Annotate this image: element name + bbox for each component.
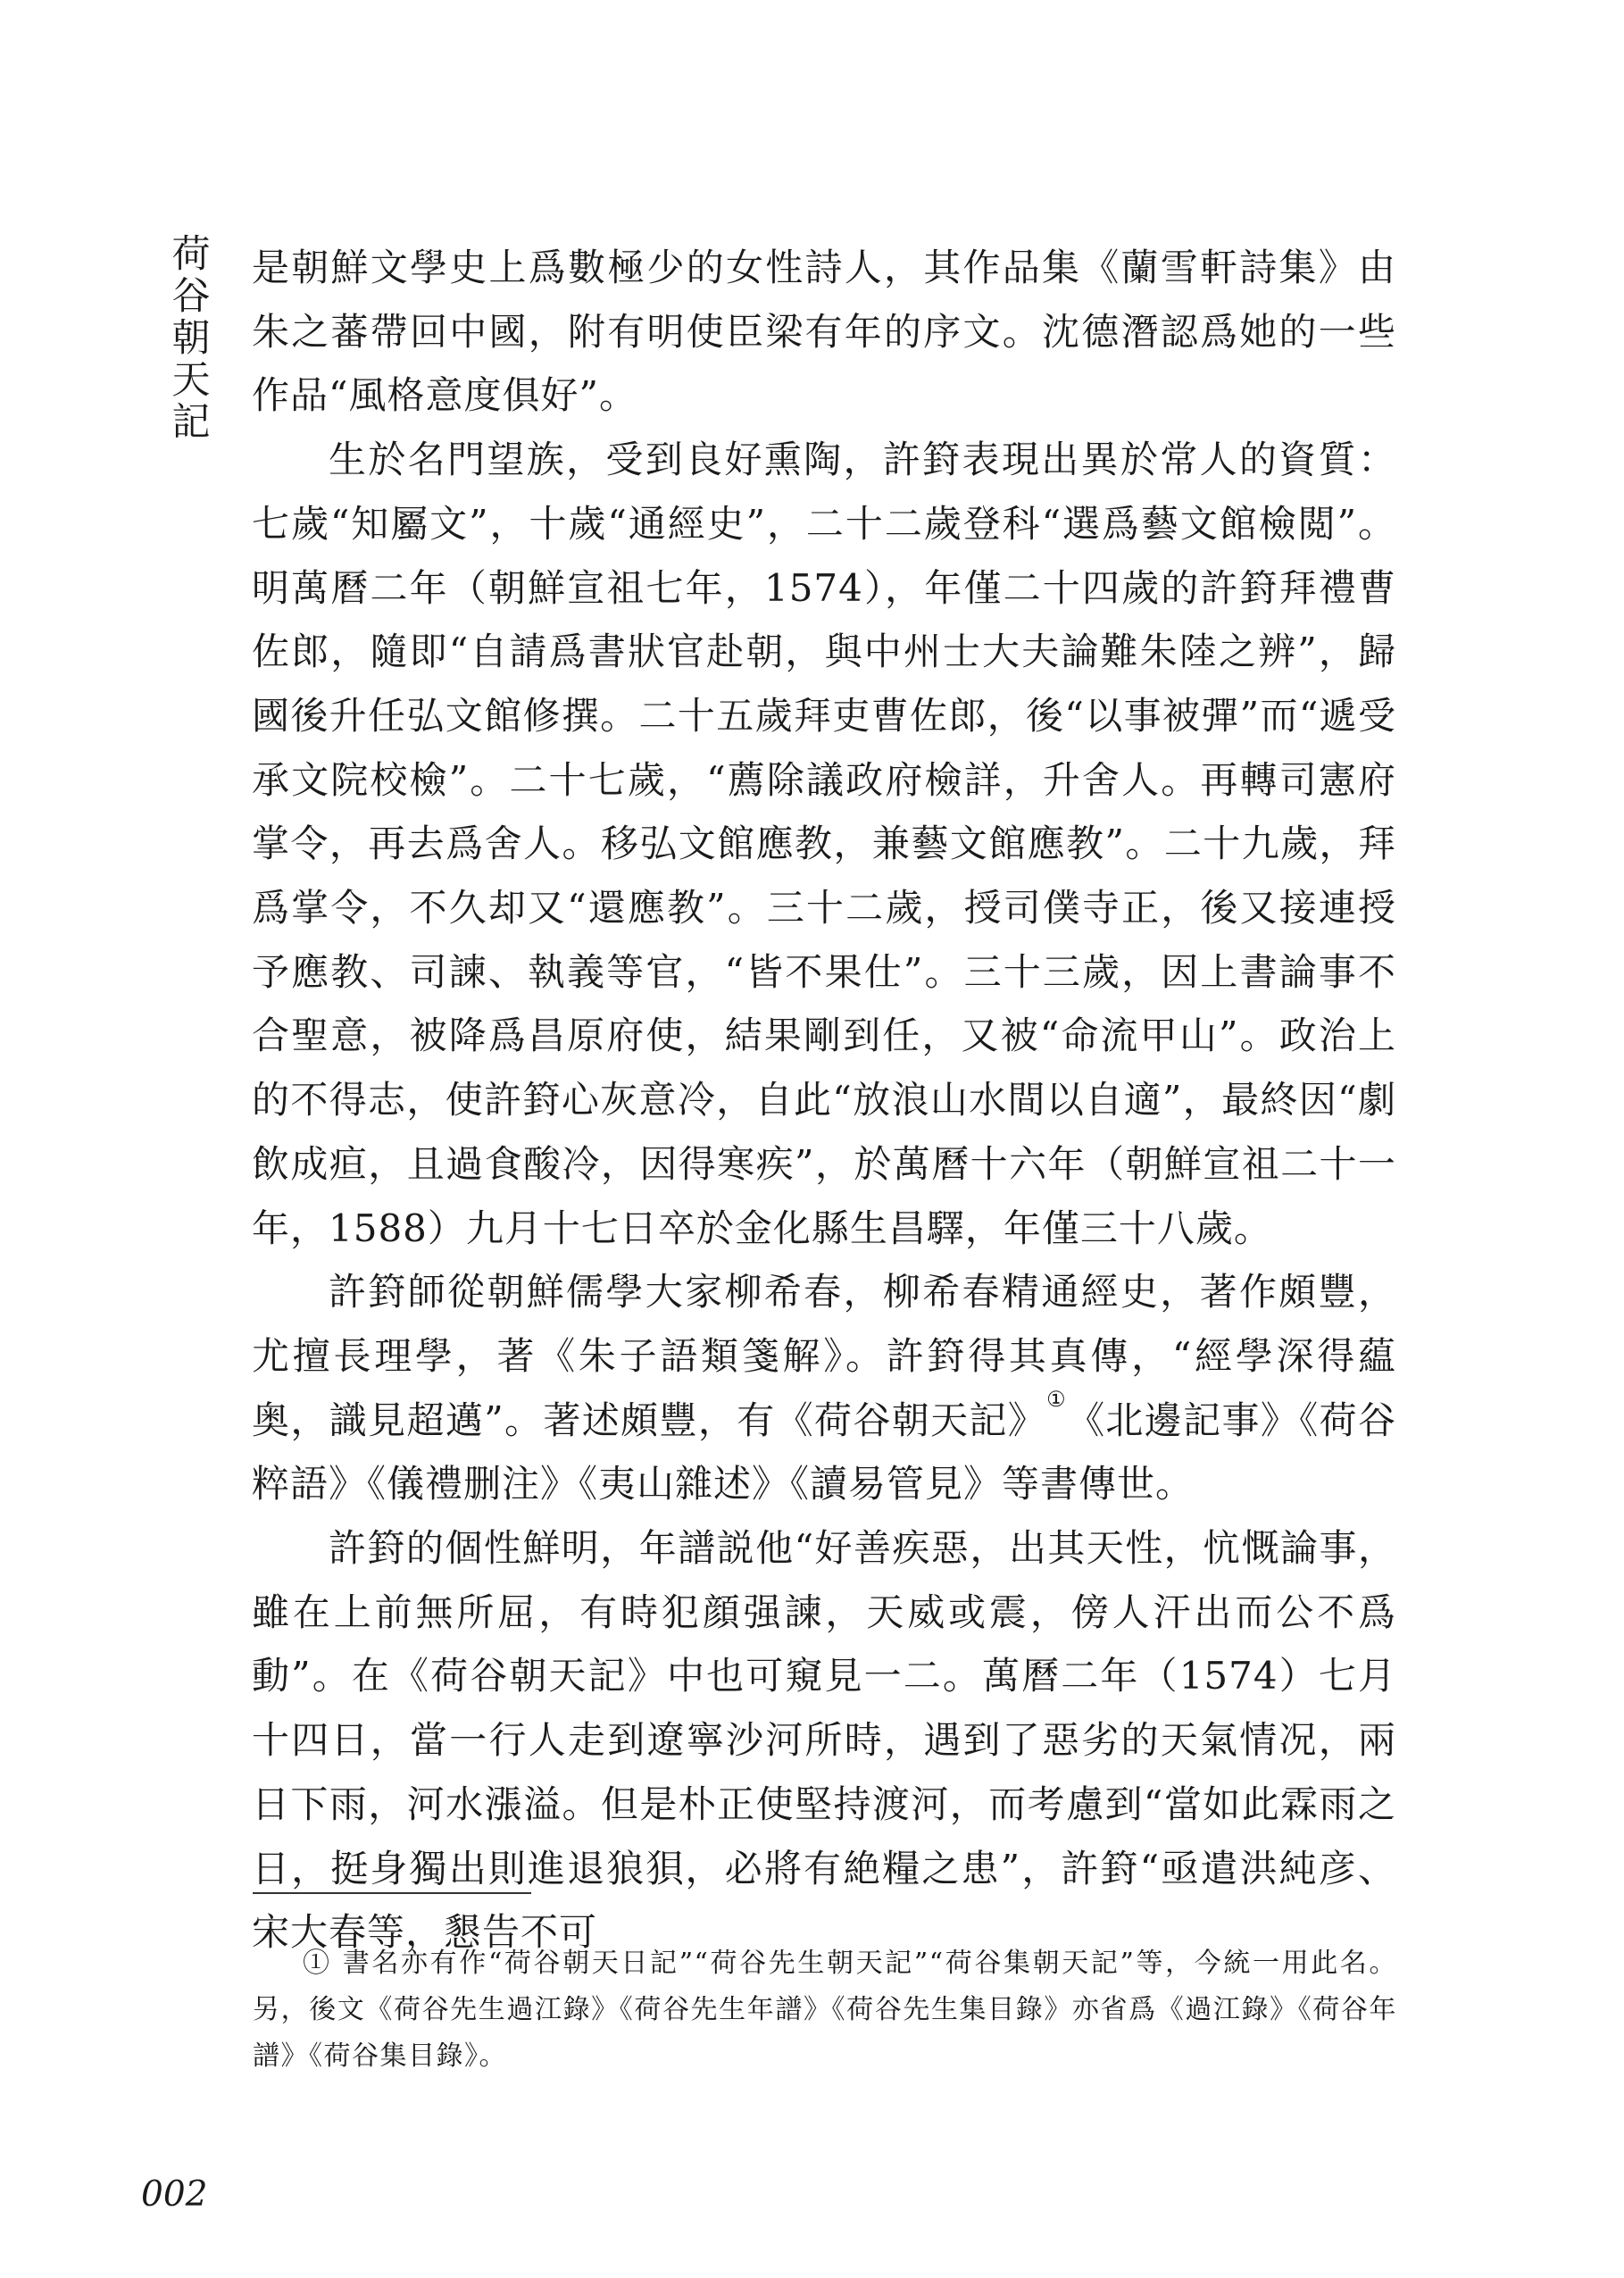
footnote-1: ① 書名亦有作“荷谷朝天日記”“荷谷先生朝天記”“荷谷集朝天記”等，今統一用此名。另，後文《荷谷先生過江錄》《荷谷先生年譜》《荷谷先生集目錄》亦省爲《過江錄》《荷谷年譜》《荷谷集目錄》。 bbox=[253, 1948, 1397, 2072]
paragraph-3 bbox=[252, 1260, 1396, 1516]
page-number: 002 bbox=[141, 2174, 208, 2215]
footnotes bbox=[253, 1940, 1397, 2080]
footnote-marker: ① bbox=[1046, 1386, 1068, 1412]
paragraph-1: 是朝鮮文學史上爲數極少的女性詩人，其作品集《蘭雪軒詩集》由朱之蕃帶回中國，附有明使臣梁有年的序文。沈德潛認爲她的一些作品“風格意度俱好”。 bbox=[252, 246, 1396, 418]
paragraph-3-text-a: 許篈師從朝鮮儒學大家柳希春，柳希春精通經史，著作頗豐，尤擅長理學，著《朱子語類箋解》。許篈得其真傳，“經學深得藴奥，識見超邁”。著述頗豐，有《荷谷朝天記》 bbox=[252, 1270, 1396, 1442]
paragraph-4: 許篈的個性鮮明，年譜説他“好善疾惡，出其天性，忼慨論事，雖在上前無所屈，有時犯顔强諫，天威或震，傍人汗出而公不爲動”。在《荷谷朝天記》中也可窺見一二。萬曆二年（1574）七月十四日，當一行人走到遼寧沙河所時，遇到了惡劣的天氣情况，兩日下雨，河水漲溢。但是朴正使堅持渡河，而考慮到“當如此霖雨之日，挺身獨出則進退狼狽，必將有絶糧之患”，許篈“亟遣洪純彦、宋大春等，懇告不可 bbox=[252, 1526, 1396, 1955]
footnote-divider bbox=[253, 1892, 531, 1894]
paragraph-3-text-b: 《北邊記事》《荷谷粹語》《儀禮删注》《夷山雜述》《讀易管見》等書傳世。 bbox=[252, 1398, 1396, 1506]
main-text bbox=[252, 236, 1396, 1965]
paragraph-2: 生於名門望族，受到良好熏陶，許篈表現出異於常人的資質：七歲“知屬文”，十歲“通經史”，二十二歲登科“選爲藝文館檢閲”。明萬曆二年（朝鮮宣祖七年，1574），年僅二十四歲的許篈拜禮曹佐郎，隨即“自請爲書狀官赴朝，與中州士大夫論難朱陸之辨”，歸國後升任弘文館修撰。二十五歲拜吏曹佐郎，後“以事被彈”而“遞受承文院校檢”。二十七歲，“薦除議政府檢詳，升舍人。再轉司憲府掌令，再去爲舍人。移弘文館應教，兼藝文館應教”。二十九歲，拜爲掌令，不久却又“還應教”。三十二歲，授司僕寺正，後又接連授予應教、司諫、執義等官，“皆不果仕”。三十三歲，因上書論事不合聖意，被降爲昌原府使，結果剛到任，又被“命流甲山”。政治上的不得志，使許篈心灰意冷，自此“放浪山水間以自適”，最終因“劇飲成疸，且過食酸冷，因得寒疾”，於萬曆十六年（朝鮮宣祖二十一年，1588）九月十七日卒於金化縣生昌驛，年僅三十八歲。 bbox=[252, 438, 1396, 1250]
running-title: 荷 谷 朝 天 記 bbox=[171, 232, 211, 445]
